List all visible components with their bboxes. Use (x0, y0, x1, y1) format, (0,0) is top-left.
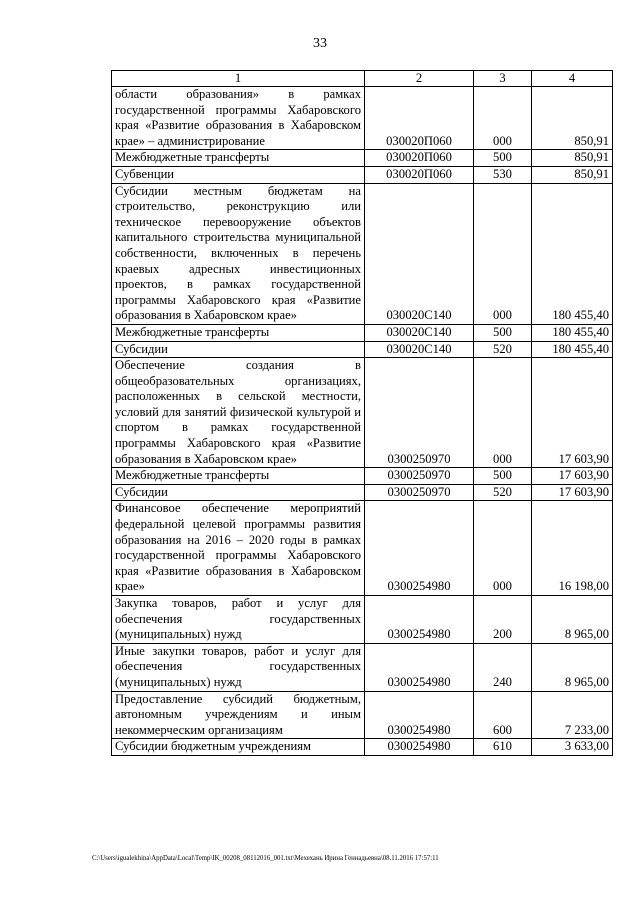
row-amount: 17 603,90 (532, 468, 613, 485)
row-name: Субсидии местным бюджетам на строительство, реконструкцию или техническое перевооружение объектов капитального строительства муниципальной собственности, включенных в перечень краевых адресных инвестиционных проектов, в рамках государственной программы Хабаровского края «Развитие образования в Хабаровском крае» (112, 183, 365, 324)
row-type: 600 (474, 691, 532, 739)
row-amount: 7 233,00 (532, 691, 613, 739)
row-name: Межбюджетные трансферты (112, 150, 365, 167)
row-type: 520 (474, 484, 532, 501)
row-code: 0300254980 (365, 643, 474, 691)
table-row (112, 643, 613, 691)
row-amount: 8 965,00 (532, 596, 613, 644)
row-name: области образования» в рамках государственной программы Хабаровского края «Развитие образования в Хабаровском крае» – администрирование (112, 87, 365, 150)
row-name: Предоставление субсидий бюджетным, автономным учреждениям и иным некоммерческим организациям (112, 691, 365, 739)
row-amount: 850,91 (532, 166, 613, 183)
row-code: 0300250970 (365, 484, 474, 501)
row-code: 0300250970 (365, 358, 474, 468)
column-header-name: 1 (112, 71, 365, 87)
table-row (112, 324, 613, 341)
row-amount: 180 455,40 (532, 341, 613, 358)
row-code: 030020П060 (365, 87, 474, 150)
row-type: 000 (474, 501, 532, 596)
table-row (112, 501, 613, 596)
row-type: 000 (474, 183, 532, 324)
column-header-type: 3 (474, 71, 532, 87)
table-row (112, 87, 613, 150)
row-name: Закупка товаров, работ и услуг для обеспечения государственных (муниципальных) нужд (112, 596, 365, 644)
table-row (112, 150, 613, 167)
row-code: 030020С140 (365, 341, 474, 358)
table-row (112, 341, 613, 358)
column-header-code: 2 (365, 71, 474, 87)
row-amount: 17 603,90 (532, 484, 613, 501)
table-row (112, 484, 613, 501)
row-amount: 8 965,00 (532, 643, 613, 691)
row-type: 200 (474, 596, 532, 644)
row-type: 500 (474, 324, 532, 341)
row-code: 030020П060 (365, 150, 474, 167)
document-footer-path: C:\Users\igualekhina\AppData\Local\Temp\IK_00208_08112016_001.txt\Мехехань Ирина Геннадьевна\08.11.2016 17:57:11 (92, 855, 439, 862)
row-code: 030020С140 (365, 183, 474, 324)
row-type: 500 (474, 468, 532, 485)
row-code: 0300254980 (365, 596, 474, 644)
row-type: 530 (474, 166, 532, 183)
row-type: 610 (474, 739, 532, 756)
table-row (112, 183, 613, 324)
row-type: 520 (474, 341, 532, 358)
row-type: 000 (474, 358, 532, 468)
table-row (112, 739, 613, 756)
budget-table (111, 70, 613, 756)
row-code: 0300254980 (365, 739, 474, 756)
row-name: Субсидии (112, 484, 365, 501)
row-name: Иные закупки товаров, работ и услуг для обеспечения государственных (муниципальных) нужд (112, 643, 365, 691)
row-name: Субсидии бюджетным учреждениям (112, 739, 365, 756)
table-row (112, 596, 613, 644)
row-amount: 180 455,40 (532, 183, 613, 324)
row-name: Межбюджетные трансферты (112, 468, 365, 485)
row-type: 240 (474, 643, 532, 691)
row-amount: 17 603,90 (532, 358, 613, 468)
table-row (112, 468, 613, 485)
row-amount: 3 633,00 (532, 739, 613, 756)
row-type: 000 (474, 87, 532, 150)
table-header-row (112, 71, 613, 87)
row-code: 0300254980 (365, 501, 474, 596)
table-row (112, 166, 613, 183)
row-amount: 180 455,40 (532, 324, 613, 341)
row-code: 030020С140 (365, 324, 474, 341)
table-row (112, 358, 613, 468)
column-header-amount: 4 (532, 71, 613, 87)
page-number: 33 (313, 36, 327, 51)
row-amount: 16 198,00 (532, 501, 613, 596)
row-type: 500 (474, 150, 532, 167)
row-code: 030020П060 (365, 166, 474, 183)
row-name: Обеспечение создания в общеобразовательных организациях, расположенных в сельской местности, условий для занятий физической культурой и спортом в рамках государственной программы Хабаровского края «Развитие образования в Хабаровском крае» (112, 358, 365, 468)
row-name: Субвенции (112, 166, 365, 183)
row-name: Межбюджетные трансферты (112, 324, 365, 341)
row-code: 0300254980 (365, 691, 474, 739)
row-amount: 850,91 (532, 150, 613, 167)
row-name: Субсидии (112, 341, 365, 358)
row-code: 0300250970 (365, 468, 474, 485)
row-name: Финансовое обеспечение мероприятий федеральной целевой программы развития образования на 2016 – 2020 годы в рамках государственной программы Хабаровского края «Развитие образования в Хабаровском крае» (112, 501, 365, 596)
table-row (112, 691, 613, 739)
row-amount: 850,91 (532, 87, 613, 150)
